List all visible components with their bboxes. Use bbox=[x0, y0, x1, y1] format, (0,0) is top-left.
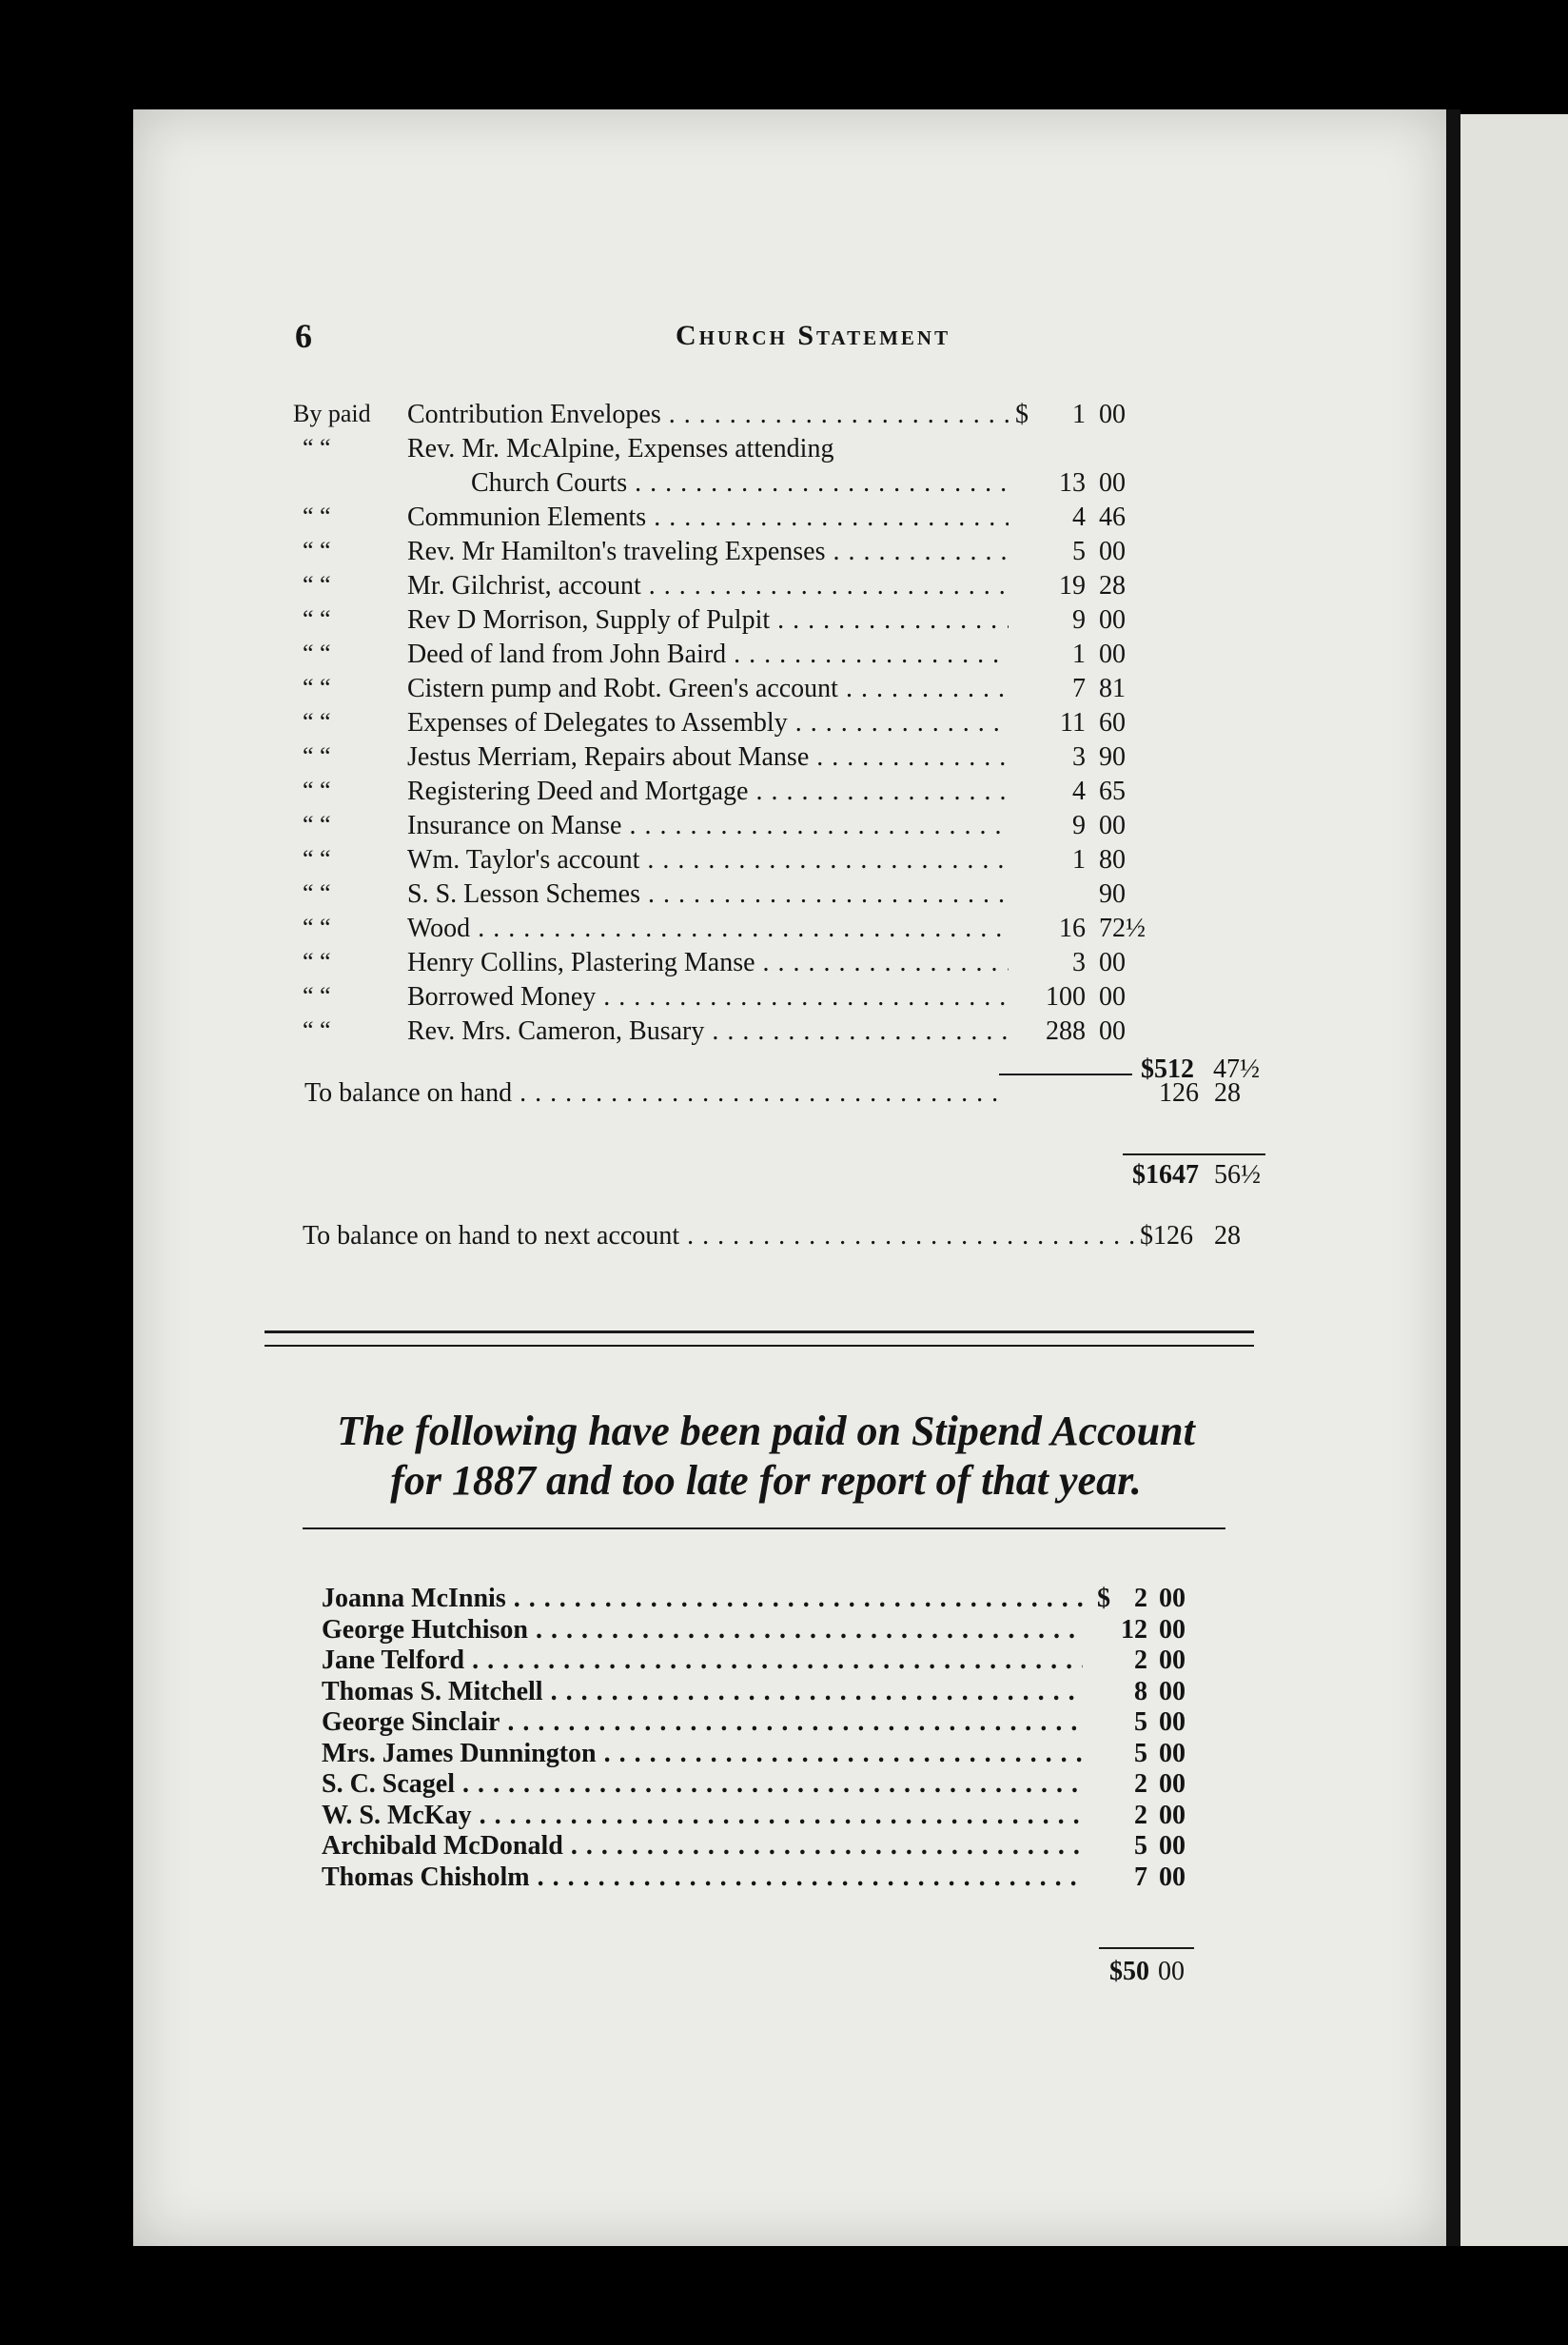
stipend-name: W. S. McKay . . . bbox=[322, 1801, 1083, 1831]
stipend-cents: 00 bbox=[1159, 1615, 1186, 1645]
ledger-dollars: 9 bbox=[1072, 605, 1086, 635]
stipend-dollars: 2 bbox=[1134, 1645, 1147, 1675]
stipend-heading-rule bbox=[303, 1527, 1225, 1529]
ledger-dollars: 5 bbox=[1072, 537, 1086, 566]
stipend-heading-line2: for 1887 and too late for report of that year. bbox=[390, 1457, 1142, 1504]
ledger-total-rule bbox=[1123, 1153, 1265, 1155]
ledger-dollars: 9 bbox=[1072, 811, 1086, 840]
ditto-mark: “ “ bbox=[303, 640, 331, 667]
stipend-name: Mrs. James Dunnington . . . bbox=[322, 1739, 1083, 1769]
ledger-subtotal-cents: 47½ bbox=[1213, 1054, 1260, 1084]
ledger-cents: 90 bbox=[1099, 879, 1126, 909]
ledger-description: Borrowed Money . . . bbox=[407, 982, 1009, 1013]
ledger-dollars: 3 bbox=[1072, 948, 1086, 977]
stipend-name: Jane Telford . . . bbox=[322, 1645, 1083, 1676]
stipend-total-rule bbox=[1099, 1947, 1194, 1949]
stipend-name: Archibald McDonald . . . bbox=[322, 1831, 1083, 1862]
balance-dollars: 126 bbox=[1159, 1078, 1199, 1108]
ledger-description: Henry Collins, Plastering Manse . . . bbox=[407, 948, 1009, 978]
ledger-dollars: 1 bbox=[1072, 640, 1086, 669]
stipend-dollars: 8 bbox=[1134, 1677, 1147, 1706]
next-account-cents: 28 bbox=[1214, 1221, 1241, 1251]
ledger-cents: 72½ bbox=[1099, 914, 1146, 943]
ledger-description: Rev. Mr. McAlpine, Expenses attending bbox=[407, 434, 834, 463]
ledger-dollars: 16 bbox=[1059, 914, 1086, 943]
ledger-cents: 00 bbox=[1099, 948, 1126, 977]
stipend-heading-line1: The following have been paid on Stipend Account bbox=[337, 1408, 1195, 1454]
ditto-mark: “ “ bbox=[303, 434, 331, 462]
ledger-intro: By paid bbox=[293, 400, 371, 427]
ledger-cents: 60 bbox=[1099, 708, 1126, 738]
ledger-dollars: 288 bbox=[1046, 1016, 1086, 1046]
ledger-cents: 00 bbox=[1099, 982, 1126, 1012]
stipend-dollars: 5 bbox=[1134, 1831, 1147, 1861]
stipend-dollars: 12 bbox=[1121, 1615, 1147, 1645]
ledger-dollars: 19 bbox=[1059, 571, 1086, 601]
stipend-dollars: 2 bbox=[1134, 1584, 1147, 1613]
ledger-cents: 81 bbox=[1099, 674, 1126, 703]
ditto-mark: “ “ bbox=[303, 742, 331, 770]
ledger-description: Contribution Envelopes . . . bbox=[407, 400, 1009, 430]
ledger-dollars: 1 bbox=[1072, 845, 1086, 875]
ledger-cents: 46 bbox=[1099, 502, 1126, 532]
ledger-dollars: 1 bbox=[1072, 400, 1086, 429]
ledger-cents: 28 bbox=[1099, 571, 1126, 601]
ledger-dollars: 11 bbox=[1060, 708, 1086, 738]
ledger-cents: 90 bbox=[1099, 742, 1126, 772]
ledger-description: Rev. Mrs. Cameron, Busary . . . bbox=[407, 1016, 1009, 1047]
ledger-dollars: 13 bbox=[1059, 468, 1086, 498]
stipend-cents: 00 bbox=[1159, 1677, 1186, 1706]
stipend-dollars: 5 bbox=[1134, 1739, 1147, 1768]
stipend-dollars: 2 bbox=[1134, 1769, 1147, 1799]
ditto-mark: “ “ bbox=[303, 879, 331, 907]
ledger-description: Jestus Merriam, Repairs about Manse . . . bbox=[407, 742, 1009, 773]
stipend-dollars: 7 bbox=[1134, 1862, 1147, 1892]
ledger-subtotal-dollars: $512 bbox=[1141, 1054, 1194, 1084]
ditto-mark: “ “ bbox=[303, 674, 331, 701]
stipend-dollars: 5 bbox=[1134, 1707, 1147, 1737]
ledger-cents: 00 bbox=[1099, 605, 1126, 635]
ledger-total-dollars: $1647 bbox=[1132, 1160, 1199, 1190]
ledger-cents: 65 bbox=[1099, 777, 1126, 806]
ledger-dollars: 7 bbox=[1072, 674, 1086, 703]
dollar-sign: $ bbox=[1097, 1584, 1110, 1613]
stipend-cents: 00 bbox=[1159, 1862, 1186, 1892]
ledger-description: Insurance on Manse . . . bbox=[407, 811, 1009, 841]
running-head: Church Statement bbox=[676, 320, 951, 351]
stipend-cents: 00 bbox=[1159, 1801, 1186, 1830]
ledger-description: Cistern pump and Robt. Green's account . . . bbox=[407, 674, 1009, 704]
ditto-mark: “ “ bbox=[303, 811, 331, 838]
ditto-mark: “ “ bbox=[303, 982, 331, 1010]
ledger-cents: 00 bbox=[1099, 537, 1126, 566]
ledger-description: Rev. Mr Hamilton's traveling Expenses . . . bbox=[407, 537, 1009, 567]
next-account-dollars: $126 bbox=[1140, 1221, 1193, 1251]
adjacent-page-edge bbox=[1460, 114, 1568, 2246]
next-account-label: To balance on hand to next account . . . bbox=[303, 1221, 1140, 1251]
ditto-mark: “ “ bbox=[303, 777, 331, 804]
section-divider-top bbox=[265, 1330, 1254, 1333]
page-number: 6 bbox=[295, 317, 312, 355]
stipend-dollars: 2 bbox=[1134, 1801, 1147, 1830]
ditto-mark: “ “ bbox=[303, 914, 331, 941]
ledger-description: Registering Deed and Mortgage . . . bbox=[407, 777, 1009, 807]
stipend-name: Joanna McInnis . . . bbox=[322, 1584, 1083, 1614]
stipend-name: George Hutchison . . . bbox=[322, 1615, 1083, 1645]
ditto-mark: “ “ bbox=[303, 502, 331, 530]
ditto-mark: “ “ bbox=[303, 948, 331, 975]
ledger-cents: 00 bbox=[1099, 400, 1126, 429]
stipend-cents: 00 bbox=[1159, 1739, 1186, 1768]
ledger-cents: 80 bbox=[1099, 845, 1126, 875]
ditto-mark: “ “ bbox=[303, 708, 331, 736]
stipend-name: S. C. Scagel . . . bbox=[322, 1769, 1083, 1800]
stipend-cents: 00 bbox=[1159, 1584, 1186, 1613]
dollar-sign: $ bbox=[1015, 400, 1029, 429]
ledger-dollars: 4 bbox=[1072, 502, 1086, 532]
ledger-description: Mr. Gilchrist, account . . . bbox=[407, 571, 1009, 601]
page-fold bbox=[1446, 109, 1460, 2246]
ledger-dollars: 100 bbox=[1046, 982, 1086, 1012]
ledger-cents: 00 bbox=[1099, 468, 1126, 498]
balance-label: To balance on hand . . . bbox=[304, 1078, 1009, 1109]
balance-cents: 28 bbox=[1214, 1078, 1241, 1108]
stipend-name: George Sinclair . . . bbox=[322, 1707, 1083, 1738]
stipend-cents: 00 bbox=[1159, 1769, 1186, 1799]
stipend-name: Thomas S. Mitchell . . . bbox=[322, 1677, 1083, 1707]
stipend-total-dollars: $50 bbox=[1109, 1957, 1149, 1986]
stipend-total-cents: 00 bbox=[1158, 1957, 1185, 1986]
ledger-description: Deed of land from John Baird . . . bbox=[407, 640, 1009, 670]
section-divider-bottom bbox=[265, 1345, 1254, 1347]
ditto-mark: “ “ bbox=[303, 571, 331, 599]
ditto-mark: “ “ bbox=[303, 845, 331, 873]
stipend-cents: 00 bbox=[1159, 1831, 1186, 1861]
ledger-cents: 00 bbox=[1099, 811, 1126, 840]
ledger-dollars: 4 bbox=[1072, 777, 1086, 806]
ledger-description: Expenses of Delegates to Assembly . . . bbox=[407, 708, 1009, 739]
ledger-description: Wm. Taylor's account . . . bbox=[407, 845, 1009, 876]
ditto-mark: “ “ bbox=[303, 1016, 331, 1044]
ditto-mark: “ “ bbox=[303, 605, 331, 633]
ledger-cents: 00 bbox=[1099, 1016, 1126, 1046]
stipend-cents: 00 bbox=[1159, 1707, 1186, 1737]
stipend-name: Thomas Chisholm . . . bbox=[322, 1862, 1083, 1893]
ledger-description: Rev D Morrison, Supply of Pulpit . . . bbox=[407, 605, 1009, 636]
ledger-dollars: 3 bbox=[1072, 742, 1086, 772]
stipend-cents: 00 bbox=[1159, 1645, 1186, 1675]
ledger-cents: 00 bbox=[1099, 640, 1126, 669]
ledger-description: Church Courts . . . bbox=[471, 468, 1009, 499]
ledger-total-cents: 56½ bbox=[1214, 1160, 1261, 1190]
ledger-description: Communion Elements . . . bbox=[407, 502, 1009, 533]
ledger-description: Wood . . . bbox=[407, 914, 1009, 944]
ledger-description: S. S. Lesson Schemes . . . bbox=[407, 879, 1009, 910]
ditto-mark: “ “ bbox=[303, 537, 331, 564]
